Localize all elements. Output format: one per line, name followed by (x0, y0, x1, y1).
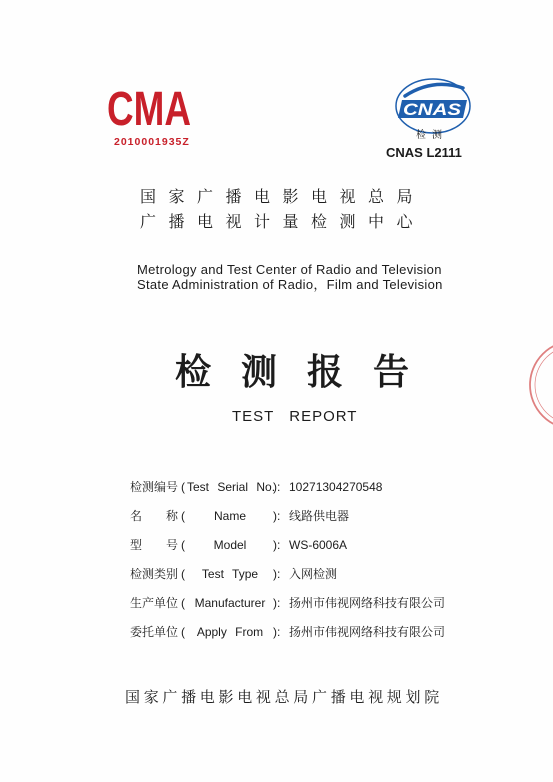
field-row-name (130, 508, 349, 524)
field-value-serial-no: 10271304270548 (289, 480, 383, 494)
cma-certificate-number: 2010001935Z (114, 136, 190, 148)
field-label-en: Test Type (201, 567, 259, 581)
seal-inner-ring (535, 346, 553, 424)
field-label-en: Model (213, 538, 247, 552)
field-row-model (130, 537, 347, 553)
field-paren-close: ): (273, 480, 281, 494)
field-label-cn: 检测类别 (130, 567, 179, 581)
field-row-test-type (130, 566, 337, 582)
field-paren-open: ( (181, 567, 185, 581)
cnas-logo-subtitle: 检测 (416, 130, 448, 141)
field-value-manufacturer: 扬州市伟视网络科技有限公司 (289, 596, 446, 610)
field-label-en: Apply From (196, 625, 264, 639)
footer-issuer: 国家广播电影电视总局广播电视规划院 (125, 688, 443, 706)
field-paren-close: ): (273, 509, 281, 523)
field-row-apply-from (130, 624, 445, 640)
cma-logo-text: CMA (107, 83, 191, 136)
field-value-test-type: 入网检测 (289, 567, 338, 581)
issuer-title-cn-line1: 国家广播电影电视总局 (140, 187, 426, 206)
field-label-cn: 检测编号 (130, 480, 179, 494)
field-value-name: 线路供电器 (289, 509, 350, 523)
field-label-cn: 生产单位 (130, 596, 179, 610)
field-value-model: WS-6006A (289, 538, 348, 552)
report-title-en: TEST REPORT (232, 408, 358, 425)
field-paren-close: ): (273, 625, 281, 639)
report-title-cn: 检测报告 (175, 351, 440, 393)
field-paren-open: ( (181, 625, 185, 639)
field-value-apply-from: 扬州市伟视网络科技有限公司 (289, 625, 446, 639)
field-label-cn: 名称 (130, 509, 178, 523)
cnas-logo-icon (393, 76, 473, 134)
field-label-en: Name (213, 509, 246, 523)
field-paren-close: ): (273, 567, 281, 581)
cnas-logo-swoosh (405, 84, 463, 96)
cnas-logo-text: CNAS (403, 100, 462, 119)
field-label-cn: 型号 (130, 538, 178, 552)
field-row-manufacturer (130, 595, 445, 611)
cnas-accreditation-code: CNAS L2111 (386, 145, 462, 160)
cma-logo-icon (106, 82, 192, 136)
field-paren-open: ( (181, 509, 185, 523)
issuer-title-en-line1: Metrology and Test Center of Radio and Television (137, 262, 442, 277)
seal-stamp-icon (506, 338, 553, 433)
field-paren-close: ): (273, 538, 281, 552)
field-paren-open: ( (181, 538, 185, 552)
field-label-cn: 委托单位 (130, 625, 179, 639)
field-label-en: Test Serial No. (187, 480, 276, 494)
field-paren-close: ): (273, 596, 281, 610)
field-paren-open: ( (181, 480, 185, 494)
issuer-title-cn-line2: 广播电视计量检测中心 (140, 212, 426, 231)
field-row-serial-no (130, 479, 382, 495)
field-label-en: Manufacturer (194, 596, 266, 610)
issuer-title-en-line2: State Administration of Radio，Film and Television (137, 277, 443, 292)
field-paren-open: ( (181, 596, 185, 610)
